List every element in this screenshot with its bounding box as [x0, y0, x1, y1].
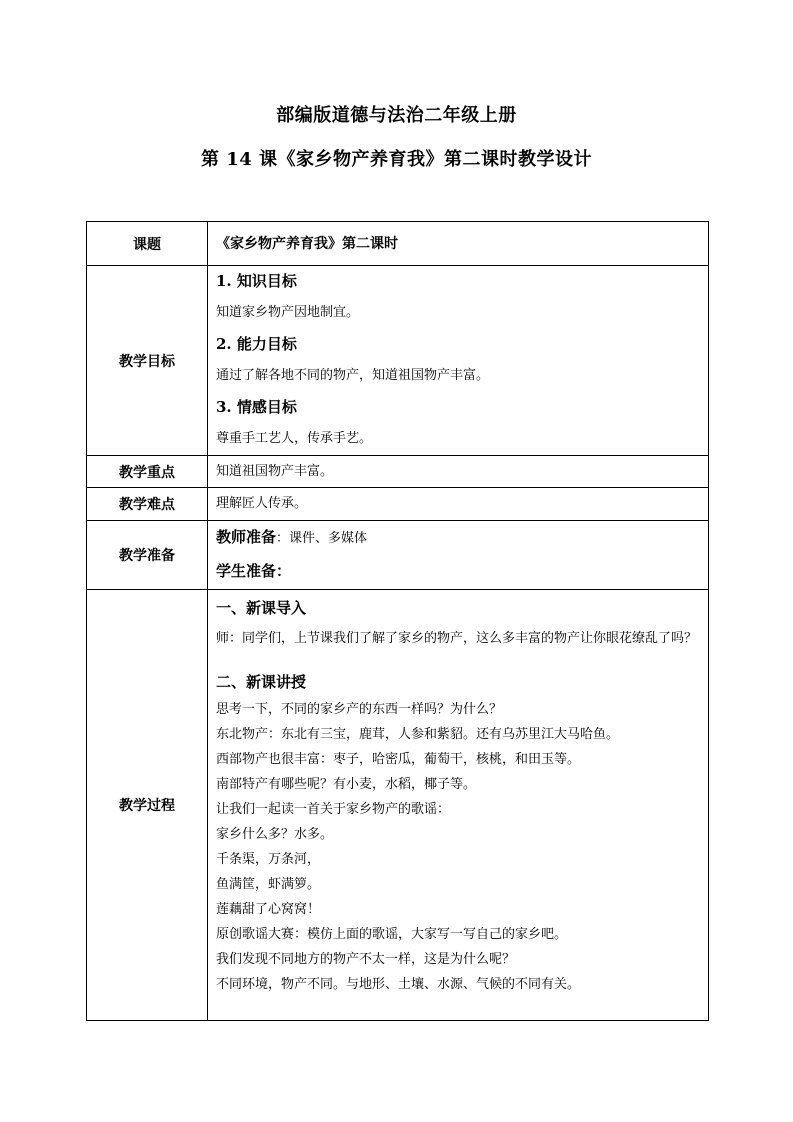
lesson-plan-table [86, 221, 709, 1021]
process-label: 教学过程 [87, 590, 208, 1021]
lecture-line: 我们发现不同地方的物产不太一样，这是为什么呢？ [216, 952, 516, 967]
preparation-label: 教学准备 [87, 521, 208, 590]
objective-heading: 1. 知识目标 [216, 272, 297, 290]
lecture-line: 鱼满筐，虾满箩。 [216, 877, 321, 892]
key-points-label: 教学重点 [87, 456, 208, 488]
row-preparation [87, 521, 709, 590]
objective-heading: 3. 情感目标 [216, 398, 297, 416]
teacher-preparation-label: 教师准备 [216, 528, 277, 546]
objective-text: 知道家乡物产因地制宜。 [216, 305, 360, 320]
lecture-line: 原创歌谣大赛：模仿上面的歌谣，大家写一写自己的家乡吧。 [216, 927, 568, 942]
student-preparation-value: ： [276, 562, 292, 580]
objectives-content [208, 266, 709, 456]
teacher-preparation [216, 521, 702, 555]
student-preparation [216, 555, 702, 589]
objective-text: 通过了解各地不同的物产，知道祖国物产丰富。 [216, 368, 490, 383]
objective-text: 尊重手工艺人，传承手艺。 [216, 431, 373, 446]
difficulties-label: 教学难点 [87, 488, 208, 521]
lecture-line: 千条渠，万条河， [216, 852, 321, 867]
difficulties-value: 理解匠人传承。 [208, 488, 709, 521]
row-process [87, 590, 709, 1021]
lecture-line: 东北物产：东北有三宝，鹿茸，人参和紫貂。还有乌苏里江大马哈鱼。 [216, 727, 620, 742]
row-objectives [87, 266, 709, 456]
intro-text: 师：同学们，上节课我们了解了家乡的物产，这么多丰富的物产让你眼花缭乱了吗？ [216, 631, 698, 646]
document-title: 部编版道德与法治二年级上册 [276, 105, 517, 126]
row-key-points [87, 456, 709, 488]
process-content [208, 590, 709, 1021]
section-heading-lecture: 二、新课讲授 [216, 673, 307, 691]
lecture-line: 南部特产有哪些呢？有小麦，水稻，椰子等。 [216, 777, 477, 792]
objectives-label: 教学目标 [87, 266, 208, 456]
preparation-content [208, 521, 709, 590]
objective-heading: 2. 能力目标 [216, 335, 297, 353]
section-heading-intro: 一、新课导入 [216, 599, 307, 617]
topic-label: 课题 [87, 222, 208, 266]
lecture-line: 家乡什么多？水多。 [216, 827, 334, 842]
document-subtitle: 第 14 课《家乡物产养育我》第二课时教学设计 [200, 149, 593, 170]
student-preparation-label: 学生准备 [216, 562, 277, 580]
section-spacer [216, 651, 702, 667]
topic-value: 《家乡物产养育我》第二课时 [208, 222, 709, 266]
teacher-preparation-value: ：课件、多媒体 [276, 531, 368, 546]
lecture-line: 不同环境，物产不同。与地形、土壤、水源、气候的不同有关。 [216, 977, 581, 992]
lecture-line: 西部物产也很丰富：枣子，哈密瓜，葡萄干，核桃，和田玉等。 [216, 752, 581, 767]
lecture-line: 让我们一起读一首关于家乡物产的歌谣： [216, 802, 451, 817]
lecture-line: 思考一下，不同的家乡产的东西一样吗？为什么？ [216, 702, 503, 717]
key-points-value: 知道祖国物产丰富。 [208, 456, 709, 488]
lecture-line: 莲藕甜了心窝窝！ [216, 902, 321, 917]
row-difficulties [87, 488, 709, 521]
row-topic [87, 222, 709, 266]
